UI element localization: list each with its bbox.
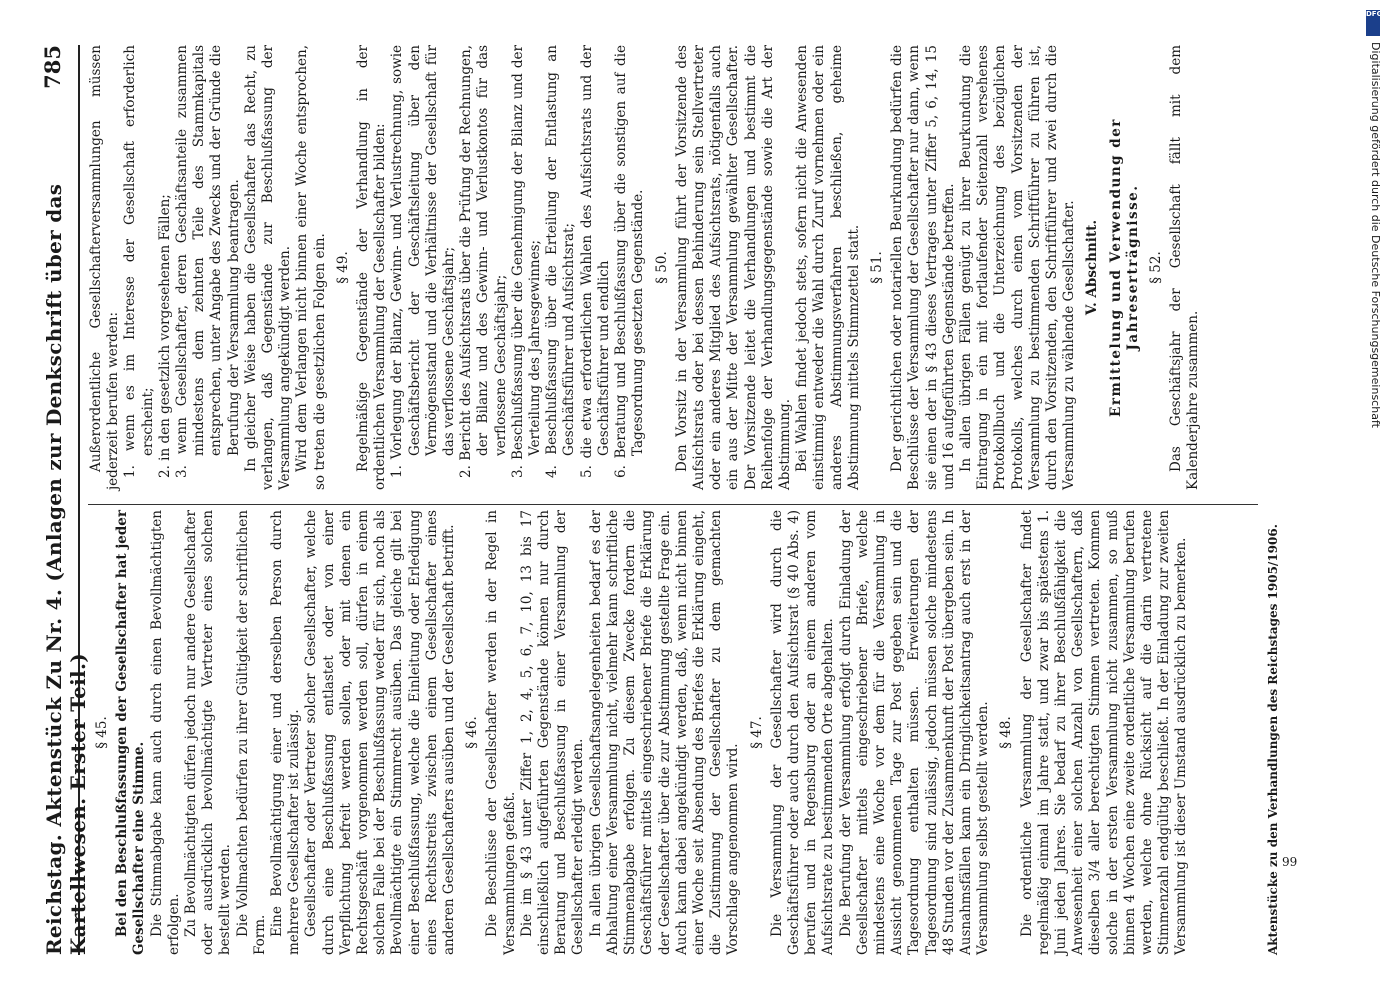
dfg-logo-text: DFG — [1366, 10, 1383, 18]
paragraph: In allen übrigen Gesellschaftsangelegenheiten bedarf es der Abhaltung einer Versammlung nicht, vielmehr kann schriftliche Stimmenabgabe erfolgen. Zu diesem Zwecke fordern die Geschäftsführer mittels eingeschriebener Briefe die Erklärung der Gesellschafter über die zur Abstimmung gestellte Frage ein. Auch kann dabei angekündigt werden, daß, wenn nicht binnen einer Woche seit Absendung des Briefes die Erklärung eingeht, die Zustimmung der Gesellschafter zu dem gemachten Vorschlage angenommen wird. — [587, 510, 742, 955]
page-header — [38, 45, 90, 955]
section-heading: § 49. — [334, 251, 351, 284]
dfg-logo — [1366, 10, 1383, 36]
section-heading: § 46. — [464, 716, 481, 749]
section-heading: § 47. — [748, 716, 765, 749]
section-heading: § 48. — [998, 716, 1015, 749]
section-heading: § 51. — [868, 251, 885, 284]
paragraph: Regelmäßige Gegenstände der Verhandlung in der ordentlichen Versammlung der Gesellschafter bilden: — [355, 45, 389, 490]
paragraph: Eine Bevollmächtigung einer und derselben Person durch mehrere Gesellschafter ist zulässig. — [269, 510, 303, 955]
chapter-heading: V. Abschnitt. — [1084, 219, 1101, 316]
paragraph: Bei Wahlen findet jedoch stets, sofern nicht die Anwesenden einstimmig entweder die Wahl durch Zuruf vornehmen oder ein anderes Abstimmungsverfahren beschließen, geheime Abstimmung mittels Stimmzettel statt. — [794, 45, 862, 490]
paragraph: Die Stimmabgabe kann auch durch einen Bevollmächtigten erfolgen. — [148, 510, 182, 955]
paragraph: Das Geschäftsjahr der Gesellschaft fällt mit dem Kalenderjahre zusammen. — [1168, 45, 1202, 490]
paragraph: Gesellschafter oder Vertreter solcher Gesellschafter, welche durch eine Beschlußfassung entlastet oder von einer Verpflichtung befreit werden sollen, oder mit denen ein Rechtsgeschäft vorgenommen werden soll, dürfen in einem solchen Falle bei der Beschlußfassung weder für sich, noch als Bevollmächtigte ein Stimmrecht ausüben. Das gleiche gilt bei einer Beschlußfassung, welche die Einleitung oder Erledigung eines Rechtsstreits zwischen einem Gesellschafter eines anderen Gesellschafters ausüben und der Gesellschaft betrifft. — [303, 510, 458, 955]
dfg-note: Digitalisierung gefördert durch die Deutsche Forschungsgemeinschaft — [1369, 42, 1382, 428]
paragraph: Die Beschlüsse der Gesellschafter werden in der Regel in Versammlungen gefaßt. — [484, 510, 518, 955]
page-footer: Aktenstücke zu den Verhandlungen des Reichstages 1905/1906. — [1266, 524, 1280, 955]
list-item: 4. Beschlußfassung über die Erteilung der Entlastung an Geschäftsführer und Aufsichtsrat; — [544, 45, 578, 478]
list-item: 5. die etwa erforderlichen Wahlen des Aufsichtsrats und der Geschäftsführer und endlich — [578, 45, 612, 478]
section-heading: § 45. — [94, 716, 110, 749]
paragraph: In allen übrigen Fällen genügt zu ihrer Beurkundung die Eintragung in ein mit fortlaufender Seitenzahl versehenes Protokollbuch und die Unterzeichnung des bezüglichen Protokolls, welches durch einen vom Vorsitzenden der Versammlung zu bestimmenden Schriftführer zu führen ist, durch den Vorsitzenden, den Schriftführer und zwei durch die Versammlung zu wählende Gesellschafter. — [957, 45, 1078, 490]
list-item: 1. Vorlegung der Bilanz, Gewinn- und Verlustrechnung, sowie Geschäftsbericht der Geschäftsleitung über den Vermögensstand und die Verhältnisse der Gesellschaft für das verflossene Geschäftsjahr; — [389, 45, 458, 478]
paragraph: In gleicher Weise haben die Gesellschafter das Recht, zu verlangen, daß Gegenstände zur Beschlußfassung der Versammlung angekündigt werden. — [242, 45, 294, 490]
paragraph: Die Berufung der Versammlung erfolgt durch Einladung der Gesellschafter mittels eingeschriebener Briefe, welche mindestens eine Woche vor dem für die Versammlung in Aussicht genommenen Tage zur Post gegeben sein und die Tagesordnung enthalten müssen. Erweiterungen der Tagesordnung sind zulässig, jedoch müssen solche mindestens 48 Stunden vor der Zusammenkunft der Post übergeben sein. In Ausnahmsfällen kann ein Dringlichkeitsantrag auch erst in der Versammlung selbst gestellt werden. — [837, 510, 992, 955]
list-item: 2. in den gesetzlich vorgesehenen Fällen; — [156, 194, 173, 478]
paragraph: Die Versammlung der Gesellschafter wird durch die Geschäftsführer oder auch durch den Aufsichtsrat (§ 40 Abs. 4) berufen und in Regensburg oder an einem anderen vom Aufsichtsrate zu bestimmenden Orte abgehalten. — [768, 510, 837, 955]
paragraph: Der gerichtlichen oder notariellen Beurkundung bedürfen die Beschlüsse der Versammlung der Gesellschafter nur dann, wenn sie einen der in § 43 dieses Vertrages unter Ziffer 5, 6, 14, 15 und 16 aufgeführten Gegenstände betreffen. — [889, 45, 957, 490]
paragraph: Die Vollmachten bedürfen zu ihrer Gültigkeit der schriftlichen Form. — [234, 510, 268, 955]
paragraph: Wird dem Verlangen nicht binnen einer Woche entsprochen, so treten die gesetzlichen Folgen ein. — [294, 45, 328, 490]
list-item: 2. Bericht des Aufsichtsrats über die Prüfung der Rechnungen, der Bilanz und des Gewinn- und Verlustkontos für das verflossene Geschäftsjahr; — [458, 45, 509, 478]
section-heading: § 52. — [1147, 251, 1164, 284]
right-column — [88, 45, 1203, 490]
list-item: 3. Beschlußfassung über die Genehmigung der Bilanz und der Verteilung des Jahresgewinnes; — [509, 45, 544, 478]
chapter-title: Ermittelung und Verwendung der Jahreserträgnisse. — [1107, 118, 1141, 417]
rotated-page-content — [30, 25, 1320, 975]
list-item: 6. Beratung und Beschlußfassung über die sonstigen auf die Tagesordnung gesetzten Gegenstände. — [613, 45, 647, 478]
bold-paragraph: Bei den Beschlußfassungen der Gesellschafter hat jeder Gesellschafter eine Stimme. — [114, 510, 148, 955]
header-page-number: 785 — [40, 45, 65, 89]
column-divider — [88, 504, 1258, 505]
paragraph: Die ordentliche Versammlung der Gesellschafter findet regelmäßig einmal im Jahre statt, und zwar bis spätestens 1. Juni jeden Jahres. Sie bedarf zu ihrer Beschlußfähigkeit die Anwesenheit einer solchen Anzahl von Gesellschaftern, daß dieselben 3/4 aller berechtigten Stimmen vertreten. Kommen solche in der ersten Versammlung nicht zusammen, so muß binnen 4 Wochen eine zweite ordentliche Versammlung berufen werden, welche ohne Rücksicht auf die darin vertretene Stimmenzahl endgültig beschließt. In der Einladung zur zweiten Versammlung ist dieser Umstand ausdrücklich zu bemerken. — [1018, 510, 1190, 955]
left-column — [88, 510, 1191, 955]
paragraph: Den Vorsitz in der Versammlung führt der Vorsitzende des Aufsichtsrats oder bei dessen Behinderung sein Stellvertreter oder ein anderes Mitglied des Aufsichtsrats, nötigenfalls auch ein aus der Mitte der Versammlung gewählter Gesellschafter. Der Vorsitzende leitet die Verhandlungen und bestimmt die Reihenfolge der Verhandlungsgegenstände sowie die Art der Abstimmung. — [673, 45, 793, 490]
header-title: Reichstag. Aktenstück Zu Nr. 4. (Anlagen zur Denkschrift über das Kartellwesen. Erster Teil.) — [42, 183, 90, 955]
list-item: 3. wenn Gesellschafter, deren Geschäftsanteile zusammen mindestens dem zehnten Teile des Stammkapitals entsprechen, unter Angabe des Zwecks und der Gründe die Berufung der Versammlung beantragen. — [174, 45, 242, 478]
printed-page-number: 99 — [1282, 855, 1298, 869]
paragraph: Zu Bevollmächtigten dürfen jedoch nur andere Gesellschafter oder ausdrücklich bevollmächtigte Vertreter eines solchen bestellt werden. — [183, 510, 234, 955]
list-item: 1. wenn es im Interesse der Gesellschaft erforderlich erscheint; — [122, 45, 156, 478]
paragraph: Die im § 43 unter Ziffer 1, 2, 4, 5, 6, 7, 10, 13 bis 17 einschließlich aufgeführten Gegenstände können nur durch Beratung und Beschlußfassung in einer Versammlung der Gesellschafter erledigt werden. — [518, 510, 587, 955]
section-heading: § 50. — [653, 251, 670, 284]
paragraph: Außerordentliche Gesellschafterversammlungen müssen jederzeit berufen werden: — [88, 45, 122, 490]
dfg-note-strip — [1362, 42, 1383, 972]
